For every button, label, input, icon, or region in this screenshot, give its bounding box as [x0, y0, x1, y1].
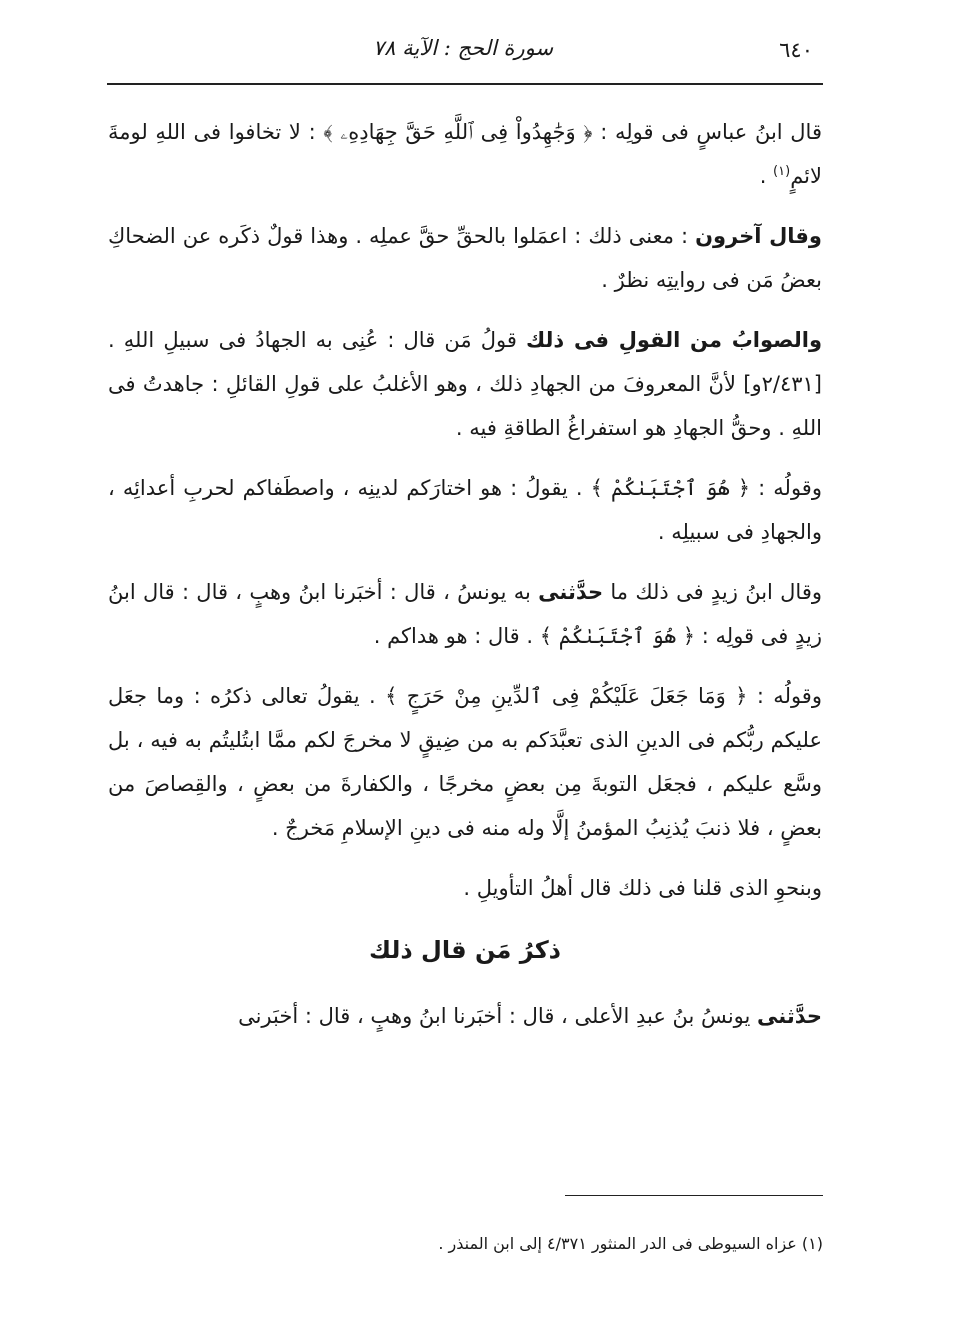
page-number: ٦٤٠ [779, 38, 813, 62]
text-span: . قال : هو هداكم . [373, 624, 540, 648]
text-span: . [759, 164, 774, 188]
text-span: : لا تخافوا فى اللهِ لومةَ لائمٍ [108, 120, 822, 188]
text-span: . يقولُ : هو اختارَكم لدينِه ، واصطَفاكم لحربِ أعدائِه ، والجهادِ فى سبيلِه . [108, 476, 822, 544]
text-span: وقولُه : [747, 684, 822, 708]
section-heading: ذكرُ مَن قال ذلك [369, 936, 561, 964]
quran-verse: ﴿ هُوَ ٱجْتَبَىٰكُمْ ﴾ [590, 476, 751, 500]
paragraph-2 [108, 214, 822, 302]
footnote-rule [565, 1195, 823, 1196]
bold-lead: والصوابُ من القولِ فى ذلك [525, 328, 822, 352]
bold-word: حدَّثنى [538, 580, 604, 604]
page-header [105, 34, 821, 70]
paragraph-3 [108, 318, 822, 450]
paragraph-1 [108, 110, 822, 198]
header-rule [107, 83, 823, 85]
quran-verse: ﴿ وَمَا جَعَلَ عَلَيْكُمْ فِى ٱلدِّينِ مِنْ حَرَجٍ ﴾ [385, 684, 748, 708]
paragraph-6 [108, 674, 822, 850]
paragraph-8 [108, 994, 822, 1038]
text-span: يونسُ بنُ عبدِ الأعلى ، قال : أخبَرنا ابنُ وهبٍ ، قال : أخبَرنى [238, 1004, 758, 1028]
text-span: : معنى ذلك : اعمَلوا بالحقِّ حقَّ عملِه . وهذا قولٌ ذكَره عن الضحاكِ بعضُ مَن فى روايتِه نظرٌ . [108, 224, 822, 292]
paragraph-5 [108, 570, 822, 658]
running-title: سورة الحج : الآية ٧٨ [372, 36, 554, 60]
text-span: قال ابنُ عباسٍ فى قولِه : [592, 120, 822, 144]
text-span: وقولُه : [750, 476, 822, 500]
bold-lead: وقال آخرون [695, 224, 822, 248]
paragraph-4 [108, 466, 822, 554]
quran-verse: ﴿ هُوَ ٱجْتَبَىٰكُمْ ﴾ [539, 624, 696, 648]
text-span: وقال ابنُ زيدٍ فى ذلك ما [603, 580, 822, 604]
text-span: به يونسُ ، قال : أخبَرنا ابنُ وهبٍ ، قال : قال ابنُ زيدٍ فى قولِه : [108, 580, 822, 648]
quran-verse: ﴿ وَجَٰهِدُواْ فِى ٱللَّهِ حَقَّ جِهَادِهِۦ ﴾ [323, 120, 593, 144]
paragraph-7: وبنحوِ الذى قلنا فى ذلك قال أهلُ التأويلِ . [463, 876, 822, 900]
footnote-marker[interactable]: (١) [773, 164, 791, 179]
text-span: قولُ مَن قال : عُنِى به الجهادُ فى سبيلِ اللهِ . [٢/٤٣١و] لأنَّ المعروفَ من الجهادِ ذلك ، وهو الأغلبُ على قولِ القائلِ : جاهدتُ فى اللهِ . وحقُّ الجهادِ هو استفراغُ الطاقةِ فيه . [108, 328, 822, 440]
footnote: (١) عزاه السيوطى فى الدر المنثور ٤/٣٧١ إلى ابن المنذر . [438, 1234, 823, 1253]
bold-lead: حدَّثنى [757, 1004, 822, 1028]
main-text [108, 110, 822, 1054]
text-span: . يقولُ تعالى ذكرُه : وما جعَل عليكم ربُّكم فى الدينِ الذى تعبَّدَكم به من ضِيقٍ لا مخرجَ لكم ممَّا ابتُليتُم به فيه ، بل وسَّع عليكم ، فجعَل التوبةَ مِن بعضٍ مخرجًا ، والكفارةَ من بعضٍ ، والقِصاصَ من بعضٍ ، فلا ذنبَ يُذنِبُ المؤمنُ إلَّا وله منه فى دينِ الإسلامِ مَخرجٌ . [108, 684, 822, 840]
